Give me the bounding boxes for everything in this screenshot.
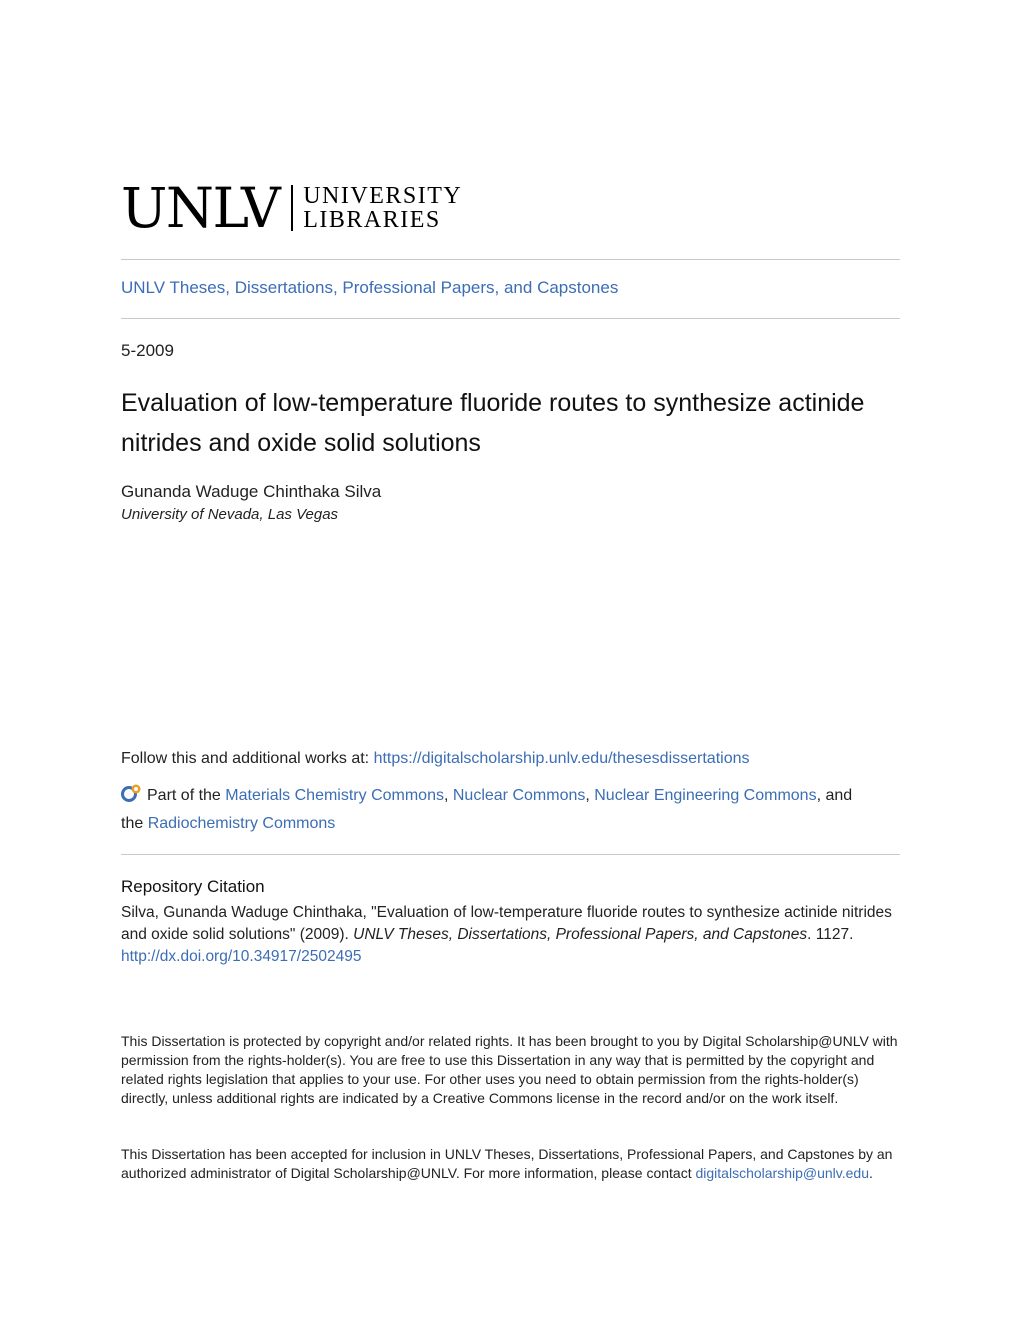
commons-the: the: [121, 815, 148, 832]
unlv-libraries-logo[interactable]: [121, 176, 463, 240]
logo-subtitle: [303, 184, 462, 232]
series-link[interactable]: UNLV Theses, Dissertations, Professional Papers, and Capstones: [121, 278, 619, 297]
commons-separator: ,: [585, 787, 595, 804]
document-title: Evaluation of low-temperature fluoride routes to synthesize actinide nitrides and oxide solid solutions: [121, 389, 865, 457]
publication-date: 5-2009: [121, 341, 174, 360]
follow-label: Follow this and additional works at:: [121, 750, 374, 767]
acceptance-statement: [121, 1145, 900, 1183]
collection-url-link[interactable]: https://digitalscholarship.unlv.edu/thesesdissertations: [373, 750, 750, 767]
logo-line-1: UNIVERSITY: [303, 183, 463, 209]
acceptance-end: .: [868, 1165, 873, 1181]
commons-link-radiochemistry[interactable]: Radiochemistry Commons: [147, 815, 336, 832]
citation-number: . 1127.: [807, 926, 854, 943]
citation-block: [121, 902, 900, 968]
commons-link-nuclear-engineering[interactable]: Nuclear Engineering Commons: [594, 787, 817, 804]
divider-citation: [121, 854, 900, 855]
contact-email-link[interactable]: digitalscholarship@unlv.edu: [695, 1165, 869, 1181]
commons-link-nuclear[interactable]: Nuclear Commons: [452, 787, 586, 804]
logo-line-2: LIBRARIES: [303, 207, 441, 233]
citation-text: Silva, Gunanda Waduge Chinthaka, "Evaluation of low-temperature fluoride routes to synthesize actinide nitrides and oxide solid solutions" (2009).: [121, 904, 892, 943]
partof-prefix: Part of the: [147, 787, 226, 804]
bepress-commons-icon: [121, 783, 143, 803]
citation-heading: Repository Citation: [121, 877, 265, 896]
commons-link-materials-chemistry[interactable]: Materials Chemistry Commons: [225, 787, 444, 804]
commons-and: , and: [816, 787, 853, 804]
divider-series: [121, 318, 900, 319]
acceptance-text: This Dissertation has been accepted for inclusion in UNLV Theses, Dissertations, Professional Papers, and Capstones by an authorized administrator of Digital Scholarship@UNLV. For more information, please contact: [121, 1146, 893, 1181]
author-affiliation: University of Nevada, Las Vegas: [121, 506, 339, 523]
logo-wordmark: UNLV: [121, 176, 280, 240]
logo-divider: [291, 185, 293, 231]
part-of-commons: [121, 782, 900, 838]
divider-top: [121, 259, 900, 260]
commons-separator: ,: [443, 787, 453, 804]
doi-link[interactable]: http://dx.doi.org/10.34917/2502495: [121, 948, 362, 965]
follow-line: [121, 750, 750, 768]
rights-statement: This Dissertation is protected by copyright and/or related rights. It has been brought to you by Digital Scholarship@UNLV with permission from the rights-holder(s). You are free to use this Dissertation in any way that is permitted by the copyright and related rights legislation that applies to your use. For other uses you need to obtain permission from the rights-holder(s) directly, unless additional rights are indicated by a Creative Commons license in the record and/or on the work itself.: [121, 1033, 898, 1106]
author-name: Gunanda Waduge Chinthaka Silva: [121, 482, 382, 501]
citation-series: UNLV Theses, Dissertations, Professional Papers, and Capstones: [353, 926, 808, 943]
